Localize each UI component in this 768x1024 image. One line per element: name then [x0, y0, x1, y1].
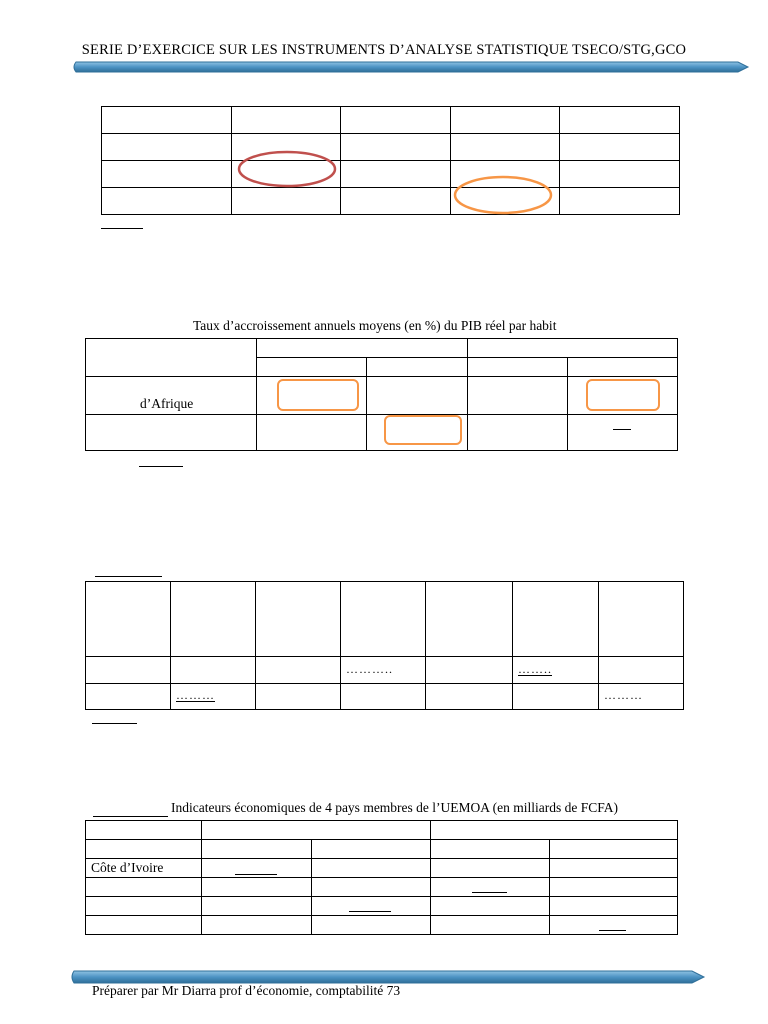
- table-row: [86, 415, 678, 451]
- underline-mark: [472, 892, 507, 893]
- table-row: [102, 188, 680, 215]
- dotted-placeholder: ………: [604, 688, 643, 702]
- table-row: [86, 859, 678, 878]
- dotted-placeholder: ………: [176, 688, 215, 702]
- underline-mark: [139, 466, 183, 467]
- underline-mark: [235, 874, 277, 875]
- table-row: [86, 916, 678, 935]
- table-row: [86, 821, 678, 840]
- table-3: [85, 581, 684, 710]
- underline-mark: [599, 930, 626, 931]
- underline-mark: [349, 911, 391, 912]
- table-row: [86, 582, 684, 657]
- table-4: [85, 820, 678, 935]
- table-row: [86, 339, 678, 358]
- table-row: [102, 134, 680, 161]
- table-row: [86, 840, 678, 859]
- orange-box-highlight: [586, 379, 660, 411]
- dotted-placeholder: ……..: [518, 662, 552, 676]
- underline-mark: [95, 576, 162, 577]
- orange-box-highlight: [277, 379, 359, 411]
- row-label-afrique: d’Afrique: [140, 396, 194, 411]
- table-row: [86, 897, 678, 916]
- orange-box-highlight: [384, 415, 462, 445]
- table-row: [102, 107, 680, 134]
- page-header-title: SERIE D’EXERCICE SUR LES INSTRUMENTS D’ANALYSE STATISTIQUE TSECO/STG,GCO: [81, 42, 687, 58]
- page-footer-text: Préparer par Mr Diarra prof d’économie, comptabilité 73: [92, 983, 401, 998]
- dash-mark: [613, 429, 631, 430]
- row-label-cote-divoire: Côte d’Ivoire: [86, 859, 202, 878]
- table-2-caption: Taux d’accroissement annuels moyens (en %) du PIB réel par habit: [193, 318, 557, 333]
- table-row: [102, 161, 680, 188]
- header-banner-arrow: [70, 60, 750, 74]
- underline-mark: [93, 816, 168, 817]
- dotted-placeholder: ………..: [346, 662, 393, 676]
- underline-mark: [101, 228, 143, 229]
- table-row: [86, 878, 678, 897]
- red-ellipse-highlight: [236, 150, 340, 190]
- underline-mark: [92, 723, 137, 724]
- orange-ellipse-highlight: [451, 175, 555, 217]
- table-4-caption: Indicateurs économiques de 4 pays membres de l’UEMOA (en milliards de FCFA): [171, 800, 619, 815]
- table-1: [101, 106, 680, 215]
